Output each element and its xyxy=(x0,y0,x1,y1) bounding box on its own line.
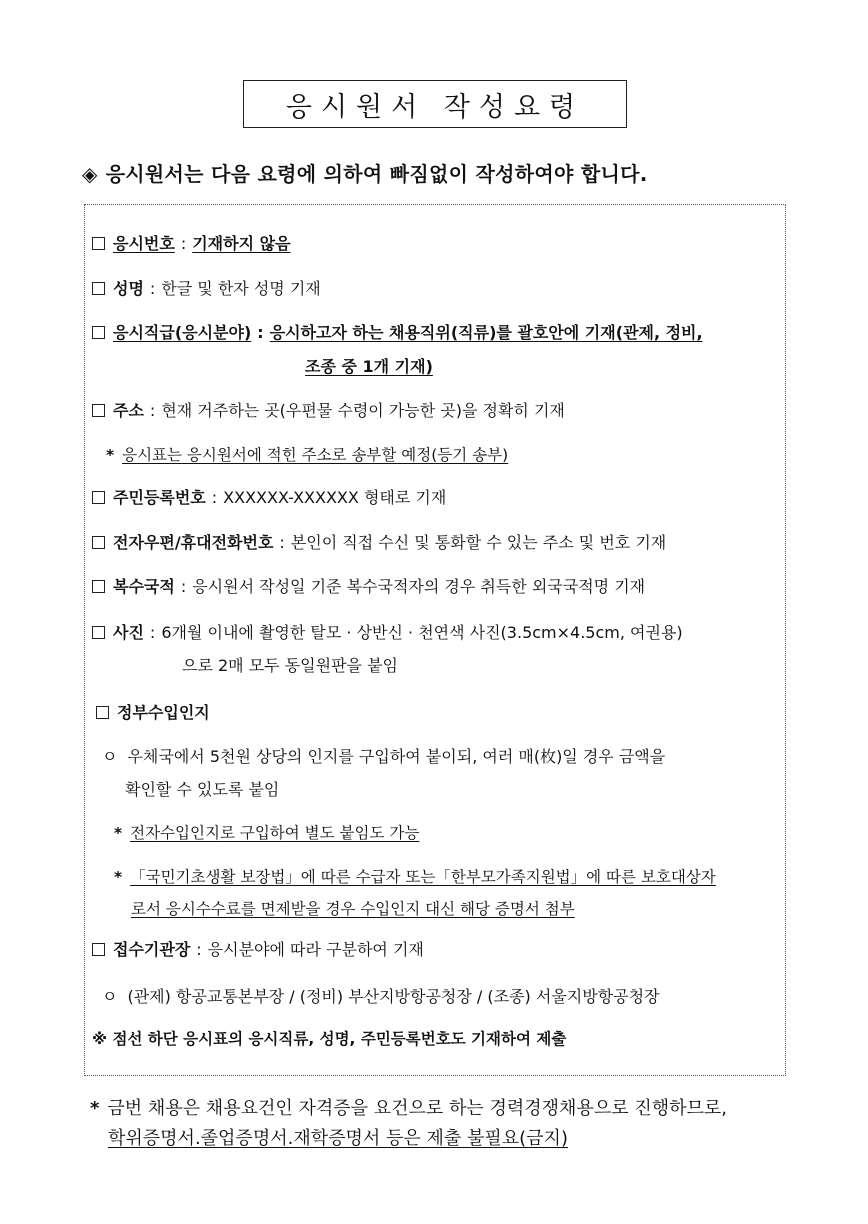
checkbox-icon xyxy=(92,943,105,956)
checkbox-icon xyxy=(92,580,105,593)
item-label: 사진 xyxy=(113,623,144,642)
item-desc: 응시원서 작성일 기준 복수국적자의 경우 취득한 외국국적명 기재 xyxy=(192,577,646,596)
footer-line-2: 학위증명서.졸업증명서.재학증명서 등은 제출 불필요(금지) xyxy=(108,1128,568,1149)
receiver-detail-text: (관제) 항공교통본부장 / (정비) 부산지방항공청장 / (조종) 서울지방항공청장 xyxy=(127,987,660,1006)
note-text: 응시표는 응시원서에 적힌 주소로 송부할 예정(등기 송부) xyxy=(122,446,509,464)
item-contact xyxy=(92,532,666,554)
asterisk-icon: * xyxy=(90,1098,100,1119)
separator: : xyxy=(180,577,187,596)
asterisk-icon: * xyxy=(114,824,123,842)
item-position-cont xyxy=(305,356,433,378)
asterisk-icon: * xyxy=(114,868,123,886)
item-desc-cont: 으로 2매 모두 동일원판을 붙임 xyxy=(182,656,398,675)
item-desc: 6개월 이내에 촬영한 탈모 · 상반신 · 천연색 사진(3.5cm×4.5cm, 여권용) xyxy=(161,623,683,642)
checkbox-icon xyxy=(92,626,105,639)
item-desc: 기재하지 않음 xyxy=(192,234,291,253)
separator: : xyxy=(279,533,285,552)
item-label: 전자우편/휴대전화번호 xyxy=(113,533,274,552)
address-note xyxy=(106,444,508,466)
page-title: 응시원서 작성요령 xyxy=(243,80,627,128)
item-desc: 응시하고자 하는 채용직위(직류)를 괄호안에 기재(관제, 정비, xyxy=(269,323,703,342)
checkbox-icon xyxy=(92,491,105,504)
item-desc: 한글 및 한자 성명 기재 xyxy=(161,279,321,298)
intro-text xyxy=(82,158,648,187)
stamp-note-2 xyxy=(114,866,716,888)
checkbox-icon xyxy=(92,404,105,417)
separator: : xyxy=(180,234,187,253)
note-text: 「국민기초생활 보장법」에 따른 수급자 또는「한부모가족지원법」에 따른 보호대상자 xyxy=(130,868,716,886)
checkbox-icon xyxy=(92,282,105,295)
item-nationality xyxy=(92,576,645,598)
item-label: 응시번호 xyxy=(113,234,175,253)
item-resident-number xyxy=(92,487,446,509)
item-exam-number xyxy=(92,233,291,255)
item-label: 정부수입인지 xyxy=(117,703,210,722)
receiver-detail xyxy=(102,986,660,1008)
separator: : xyxy=(257,323,264,342)
item-label: 복수국적 xyxy=(113,577,175,596)
separator: : xyxy=(211,488,218,507)
final-note: ※ 점선 하단 응시표의 응시직류, 성명, 주민등록번호도 기재하여 제출 xyxy=(92,1030,567,1048)
item-position xyxy=(92,322,703,344)
item-photo xyxy=(92,622,683,644)
checkbox-icon xyxy=(92,536,105,549)
item-desc-cont: 조종 중 1개 기재) xyxy=(305,357,433,376)
checkbox-icon xyxy=(92,326,105,339)
item-address xyxy=(92,400,565,422)
diamond-icon: ◈ xyxy=(82,162,98,186)
circle-bullet-icon: ㅇ xyxy=(102,987,118,1006)
item-desc: 현재 거주하는 곳(우편물 수령이 가능한 곳)을 정확히 기재 xyxy=(161,401,565,420)
separator: : xyxy=(149,279,156,298)
item-label: 주소 xyxy=(113,401,144,420)
item-stamp xyxy=(96,702,210,724)
item-name xyxy=(92,278,321,300)
note-text-cont: 로서 응시수수료를 면제받을 경우 수입인지 대신 해당 증명서 첨부 xyxy=(131,900,575,918)
item-desc: 본인이 직접 수신 및 통화할 수 있는 주소 및 번호 기재 xyxy=(290,533,667,552)
stamp-detail-text: 우체국에서 5천원 상당의 인지를 구입하여 붙이되, 여러 매(枚)일 경우 금액을 xyxy=(127,747,666,766)
item-label: 성명 xyxy=(113,279,144,298)
footer-note xyxy=(90,1096,727,1122)
stamp-detail-text-cont: 확인할 수 있도록 붙임 xyxy=(125,780,280,799)
checkbox-icon xyxy=(96,706,109,719)
item-receiver xyxy=(92,939,424,961)
checkbox-icon xyxy=(92,237,105,250)
item-photo-cont xyxy=(182,655,398,677)
item-label: 응시직급(응시분야) xyxy=(113,323,252,342)
separator: : xyxy=(149,401,156,420)
stamp-note-1 xyxy=(114,822,419,844)
separator: : xyxy=(196,940,202,959)
circle-bullet-icon: ㅇ xyxy=(102,747,118,766)
intro-message: 응시원서는 다음 요령에 의하여 빠짐없이 작성하여야 합니다. xyxy=(105,162,648,186)
stamp-note-2-cont xyxy=(131,898,575,920)
footer-note-cont xyxy=(108,1126,568,1152)
separator: : xyxy=(149,623,156,642)
note-text: 전자수입인지로 구입하여 별도 붙임도 가능 xyxy=(130,824,420,842)
stamp-detail-cont xyxy=(125,779,279,801)
item-label: 주민등록번호 xyxy=(113,488,206,507)
item-desc: XXXXXX-XXXXXX 형태로 기재 xyxy=(223,488,447,507)
asterisk-icon: * xyxy=(106,446,115,464)
stamp-detail xyxy=(102,746,665,768)
footer-line-1: 금번 채용은 채용요건인 자격증을 요건으로 하는 경력경쟁채용으로 진행하므로, xyxy=(107,1098,727,1119)
item-desc: 응시분야에 따라 구분하여 기재 xyxy=(207,940,424,959)
item-label: 접수기관장 xyxy=(113,940,191,959)
